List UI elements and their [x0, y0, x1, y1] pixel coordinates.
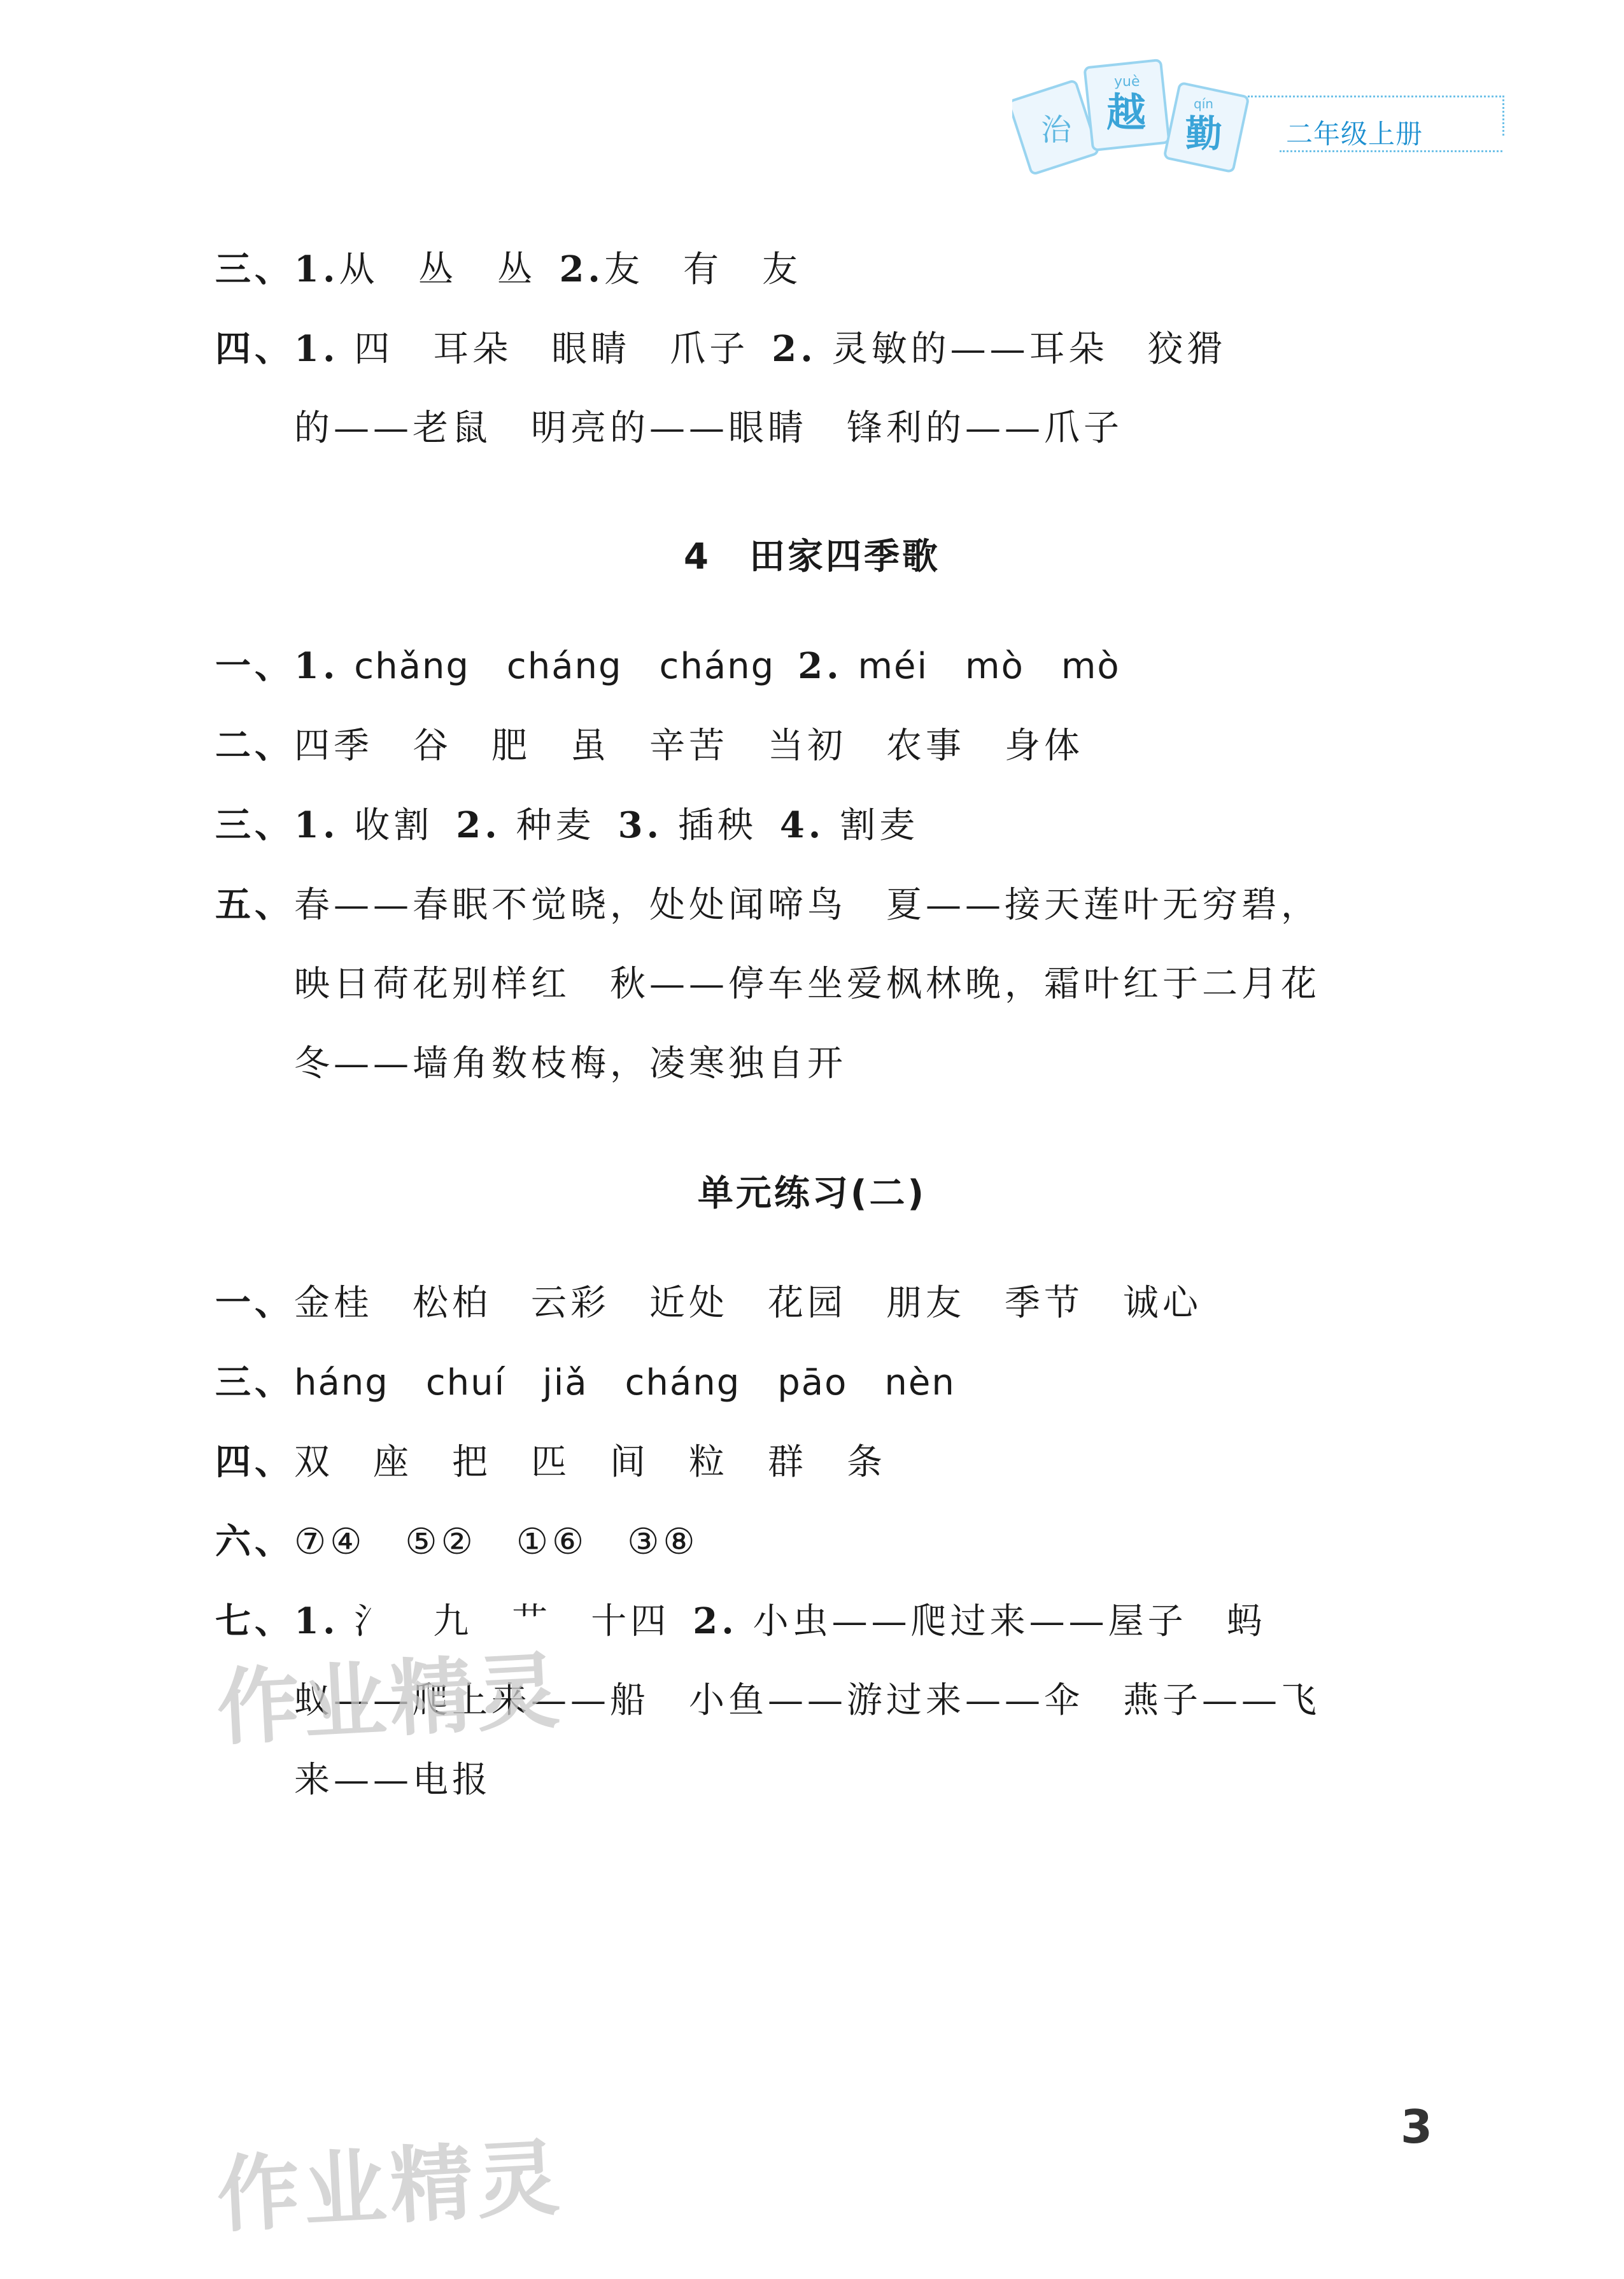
- answer-line: 三、1. 收割 2. 种麦 3. 插秧 4. 割麦: [215, 804, 919, 846]
- answer-line: 六、⑦④ ⑤② ①⑥ ③⑧: [215, 1521, 699, 1563]
- answer-line: 一、1. chǎng cháng cháng 2. méi mò mò: [215, 645, 1120, 687]
- answer-line: 七、1. 氵 九 艹 十四 2. 小虫——爬过来——屋子 蚂: [215, 1600, 1266, 1642]
- logo-pinyin-2: qín: [1194, 96, 1213, 111]
- answer-line: 来——电报: [294, 1759, 491, 1801]
- answer-line: 四、1. 四 耳朵 眼睛 爪子 2. 灵敏的——耳朵 狡猾: [215, 328, 1227, 370]
- logo-char-3: 勤: [1185, 112, 1223, 155]
- answer-line: 冬——墙角数枝梅，凌寒独自开: [294, 1043, 847, 1084]
- grade-label: 二年级上册: [1286, 118, 1423, 150]
- answer-line: 一、金桂 松柏 云彩 近处 花园 朋友 季节 诚心: [215, 1282, 1202, 1324]
- answer-line: 二、四季 谷 肥 虽 辛苦 当初 农事 身体: [215, 725, 1084, 767]
- answer-line: 三、1.从 丛 丛 2.友 有 友: [215, 248, 801, 290]
- answer-line: 蚁——爬上来——船 小鱼——游过来——伞 燕子——飞: [294, 1680, 1320, 1721]
- watermark: 作业精灵: [214, 1642, 566, 1757]
- lesson-title: 4 田家四季歌: [684, 536, 940, 578]
- page-number: 3: [1401, 2100, 1433, 2154]
- book-logo-icon: [1012, 51, 1254, 197]
- unit-title: 单元练习(二): [697, 1173, 927, 1214]
- answer-line: 五、春——春眠不觉晓，处处闻啼鸟 夏——接天莲叶无穷碧，: [215, 884, 1320, 926]
- answer-line: 映日荷花别样红 秋——停车坐爱枫林晚，霜叶红于二月花: [294, 963, 1320, 1005]
- header-underline: [1280, 150, 1502, 152]
- logo-pinyin-1: yuè: [1114, 74, 1140, 90]
- answer-line: 的——老鼠 明亮的——眼睛 锋利的——爪子: [294, 408, 1123, 449]
- answer-line: 三、háng chuí jiǎ cháng pāo nèn: [215, 1361, 956, 1403]
- watermark: 作业精灵: [214, 2129, 566, 2245]
- logo-char-1: 治: [1041, 112, 1072, 148]
- logo-char-2: 越: [1106, 89, 1147, 136]
- answer-line: 四、双 座 把 匹 间 粒 群 条: [215, 1441, 886, 1483]
